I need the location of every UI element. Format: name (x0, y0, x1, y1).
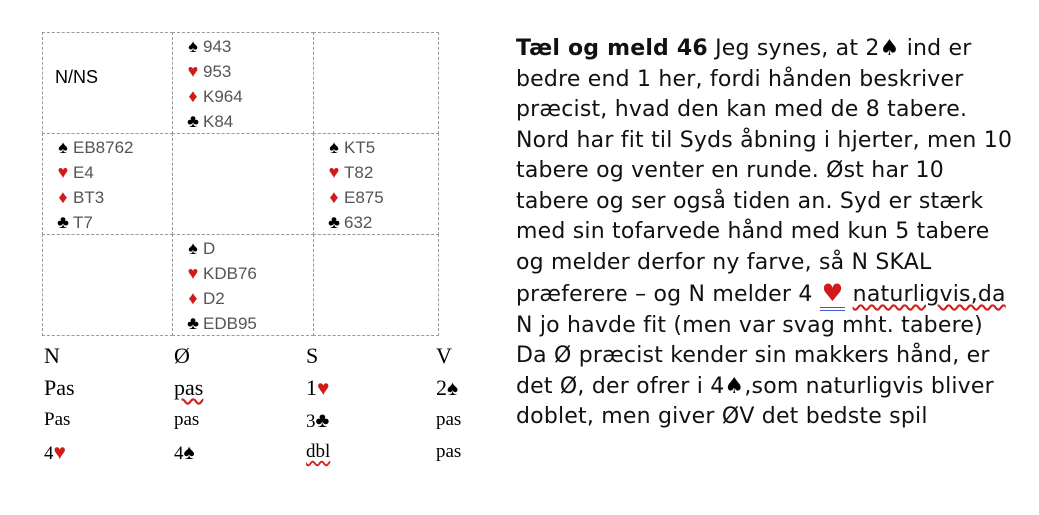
east-clubs-cards: 632 (344, 213, 373, 232)
west-hand-cell (42, 133, 173, 235)
heart-icon: ♥ (53, 440, 66, 464)
empty-cell (313, 234, 439, 336)
spade-icon: ♠ (188, 36, 198, 56)
commentary-paragraph (516, 34, 1016, 433)
south-hand-cell (172, 234, 314, 336)
bid-level: 4 (44, 443, 54, 464)
commentary-text: ,som naturligvis bliver doblet, men giver ØV det bedste spil (516, 373, 994, 429)
north-hearts (183, 59, 243, 84)
table-center-cell (172, 133, 314, 235)
north-diamonds (183, 84, 243, 109)
east-spades-cards: KT5 (344, 138, 376, 157)
bid-level: 1 (306, 375, 317, 400)
east-hand (324, 135, 384, 235)
south-hearts (183, 261, 257, 286)
east-clubs (324, 210, 384, 235)
bid: pas (436, 409, 462, 430)
south-spades (183, 236, 257, 261)
north-diamonds-cards: K964 (203, 87, 243, 106)
west-spades-cards: EB8762 (73, 138, 134, 157)
club-icon: ♣ (315, 408, 330, 432)
heart-icon: ♥ (187, 61, 199, 81)
bid: pas (174, 409, 200, 430)
spade-icon: ♠ (329, 137, 339, 157)
spade-icon: ♠ (58, 137, 68, 157)
spade-icon: ♠ (188, 238, 198, 258)
west-hearts (53, 160, 134, 185)
spade-icon: ♠ (724, 373, 745, 399)
heart-icon: ♥ (328, 162, 340, 182)
bidding-row (42, 404, 482, 436)
north-spades (183, 34, 243, 59)
hand-diagram (42, 32, 439, 336)
bid-level: 3 (306, 411, 316, 432)
club-icon: ♣ (328, 212, 340, 232)
bid-level: 2 (436, 375, 447, 400)
south-hearts-cards: KDB76 (203, 264, 257, 283)
heart-icon: ♥ (317, 376, 330, 400)
bidding-header-north: N (44, 343, 60, 368)
north-hand (183, 34, 243, 134)
bidding-header-row (42, 340, 482, 372)
bidding-header-west: V (436, 343, 452, 368)
club-icon: ♣ (57, 212, 69, 232)
diagram-label-cell (42, 32, 173, 134)
south-spades-cards: D (203, 239, 216, 258)
east-diamonds-cards: E875 (344, 188, 384, 207)
north-clubs (183, 109, 243, 134)
bidding-header-east: Ø (174, 343, 190, 368)
bid (306, 372, 329, 404)
spade-icon: ♠ (879, 36, 900, 61)
west-diamonds (53, 185, 134, 210)
west-clubs-cards: T7 (73, 213, 93, 232)
east-hearts-cards: T82 (344, 163, 374, 182)
west-hand (53, 135, 134, 235)
west-hearts-cards: E4 (73, 163, 94, 182)
bidding-row (42, 372, 482, 404)
north-hand-cell (172, 32, 314, 134)
south-diamonds (183, 286, 257, 311)
heart-icon: ♥ (57, 162, 69, 182)
diamond-icon: ♦ (188, 288, 198, 308)
bid-level: 4 (174, 443, 184, 464)
north-clubs-cards: K84 (203, 112, 234, 131)
west-diamonds-cards: BT3 (73, 188, 105, 207)
article-title: Tæl og meld 46 (516, 36, 708, 61)
spade-icon: ♠ (183, 440, 195, 464)
north-hearts-cards: 953 (203, 62, 232, 81)
north-spades-cards: 943 (203, 37, 232, 56)
south-hand (183, 236, 257, 336)
commentary-text: N jo havde fit (men var svag mht. tabere) Da Ø præcist kender sin makkers hånd, er det Ø, der ofrer i 4 (516, 312, 990, 399)
commentary-text-flagged: naturligvis,da (852, 282, 1006, 307)
east-hearts (324, 160, 384, 185)
bidding-sequence (42, 340, 482, 468)
west-spades (53, 135, 134, 160)
bid: Pas (44, 375, 75, 400)
south-clubs (183, 311, 257, 336)
bid (306, 404, 329, 438)
empty-cell (313, 32, 439, 134)
diamond-icon: ♦ (188, 86, 198, 106)
diamond-icon: ♦ (58, 187, 68, 207)
club-icon: ♣ (187, 313, 199, 333)
west-clubs (53, 210, 134, 235)
diamond-icon: ♦ (329, 187, 339, 207)
bidding-header-south: S (306, 343, 319, 368)
empty-cell (42, 234, 173, 336)
heart-icon: ♥ (187, 263, 199, 283)
spade-icon: ♠ (447, 376, 459, 400)
bid (436, 372, 458, 404)
bid (44, 436, 66, 470)
bid: pas (436, 441, 462, 462)
east-spades (324, 135, 384, 160)
south-clubs-cards: EDB95 (203, 314, 257, 333)
east-diamonds (324, 185, 384, 210)
heart-icon: ♥ (820, 279, 846, 311)
south-diamonds-cards: D2 (203, 289, 225, 308)
bidding-row (42, 436, 482, 468)
bid: dbl (306, 441, 331, 462)
commentary-text: ind er bedre end 1 her, fordi hånden beskriver præcist, hvad den kan med de 8 tabere. Nord har fit til Syds åbning i hjerter, men 10 tabere og venter en runde. Øst har 10 tabere og ser også tiden an. Syd er stærk med sin tofarvede hånd med kun 5 tabere og melder derfor ny farve, så N SKAL præferere – og N melder 4 (516, 36, 1013, 307)
club-icon: ♣ (187, 111, 199, 131)
dealer-vulnerability-label: N/NS (55, 67, 99, 87)
bid: Pas (44, 409, 71, 430)
commentary-text: Jeg synes, at 2 (707, 36, 880, 61)
east-hand-cell (313, 133, 439, 235)
bid: pas (174, 375, 204, 400)
bid (174, 436, 195, 470)
